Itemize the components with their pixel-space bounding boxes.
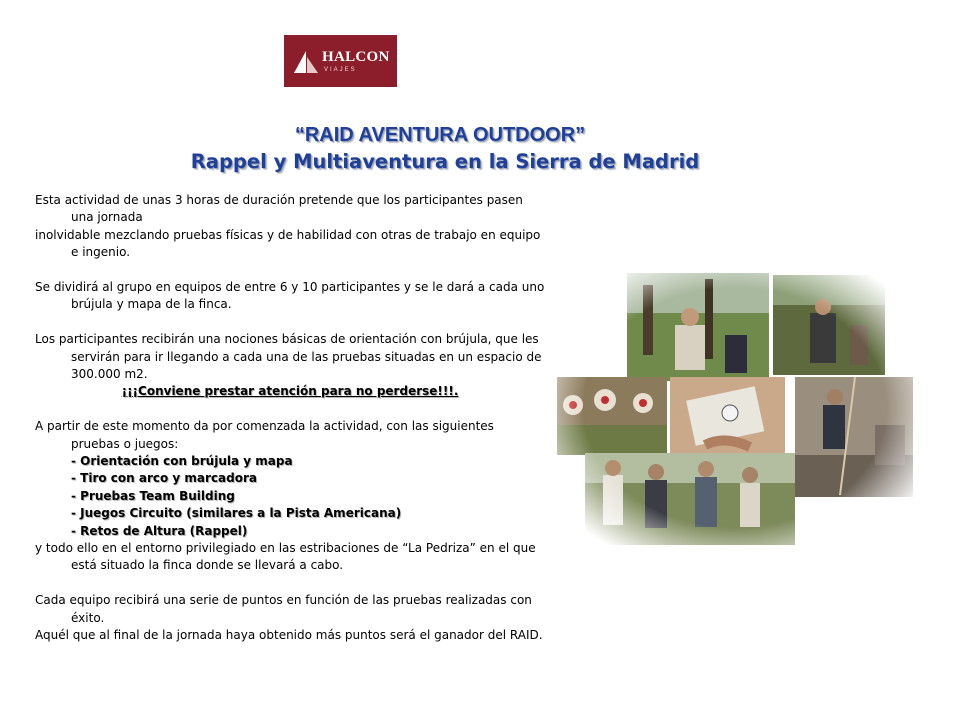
paragraph-winner: Aquél que al final de la jornada haya obtenido más puntos será el ganador del RAID. [35,628,543,643]
activity-item: - Retos de Altura (Rappel) [71,523,248,538]
paragraph-points: Cada equipo recibirá una serie de puntos en función de las pruebas realizadas con éxito. [35,593,532,625]
activity-item: - Pruebas Team Building [71,488,235,503]
page-subtitle: Rappel y Multiaventura en la Sierra de Madrid [190,150,700,173]
photo-collage [555,265,915,550]
paragraph-groups: Se dividirá al grupo en equipos de entre 6 y 10 participantes y se le dará a cada uno brújula y mapa de la finca. [35,280,545,312]
paragraph-intro-1: Esta actividad de unas 3 horas de duración pretende que los participantes pasen una jornada [35,193,523,225]
page-title: “RAID AVENTURA OUTDOOR” [294,124,586,146]
sail-icon [290,49,320,75]
halcon-logo [284,35,397,87]
paragraph-activities-intro: A partir de este momento da por comenzada la actividad, con las siguientes pruebas o juegos: [35,419,494,451]
paragraph-orientation: Los participantes recibirán una nociones básicas de orientación con brújula, que les servirán para ir llegando a cada una de las pruebas situadas en un espacio de 300.000 m2. [35,332,542,382]
logo-brand: HALCON [322,49,390,65]
warning-text: ¡¡¡Conviene prestar atención para no perderse!!!. [121,384,459,399]
paragraph-environment: y todo ello en el entorno privilegiado en las estribaciones de “La Pedriza” en el que está situado la finca donde se llevará a cabo. [35,541,536,573]
activity-item: - Tiro con arco y marcadora [71,471,258,486]
logo-subtitle: VIAJES [324,67,357,73]
paragraph-intro-2: inolvidable mezclando pruebas físicas y de habilidad con otras de trabajo en equipo e ingenio. [35,227,541,260]
document-body [35,192,545,645]
activity-item: - Juegos Circuito (similares a la Pista Americana) [71,506,402,521]
activity-item: - Orientación con brújula y mapa [71,454,293,469]
